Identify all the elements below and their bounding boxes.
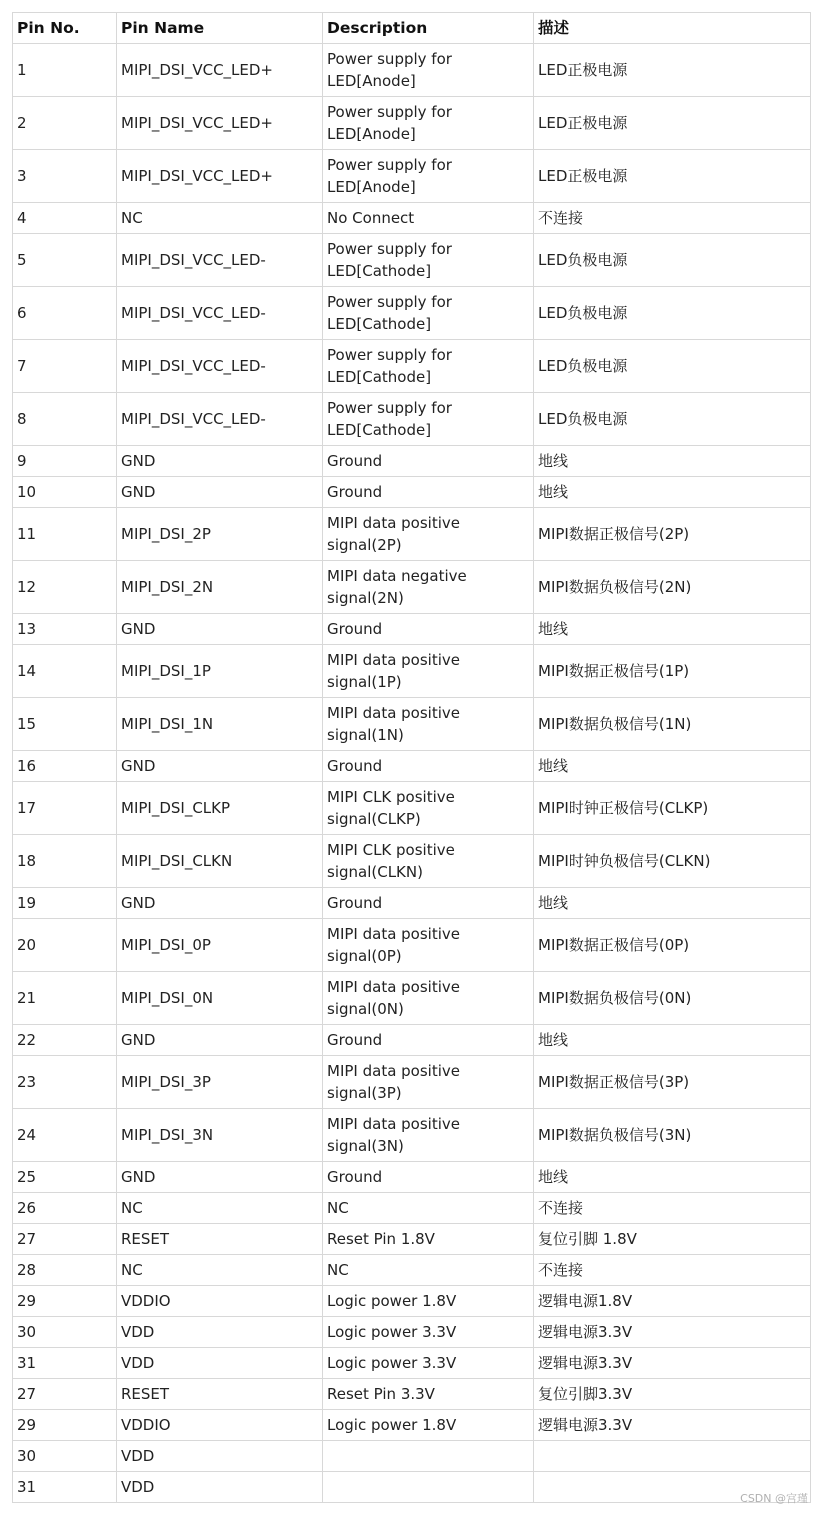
cell-description-cn: 地线 [534, 446, 811, 477]
cell-description: MIPI data positive signal(1N) [323, 698, 534, 751]
header-row [13, 13, 811, 44]
cell-pin-no: 27 [13, 1224, 117, 1255]
table-row [13, 1317, 811, 1348]
watermark: CSDN @宫瑾 [740, 1492, 808, 1505]
cell-pin-no: 7 [13, 340, 117, 393]
cell-pin-name: MIPI_DSI_3P [117, 1056, 323, 1109]
cell-pin-no: 22 [13, 1025, 117, 1056]
cell-description: No Connect [323, 203, 534, 234]
cell-pin-no: 1 [13, 44, 117, 97]
table-row [13, 1348, 811, 1379]
cell-description-cn: 逻辑电源3.3V [534, 1348, 811, 1379]
cell-description-cn: 逻辑电源3.3V [534, 1317, 811, 1348]
cell-description-cn: LED负极电源 [534, 340, 811, 393]
cell-description: Ground [323, 477, 534, 508]
cell-pin-no: 2 [13, 97, 117, 150]
table-row [13, 1025, 811, 1056]
cell-description-cn: 逻辑电源3.3V [534, 1410, 811, 1441]
header-description: Description [323, 13, 534, 44]
cell-description: Power supply for LED[Anode] [323, 97, 534, 150]
cell-description-cn: 地线 [534, 751, 811, 782]
header-pin-name: Pin Name [117, 13, 323, 44]
cell-pin-name: MIPI_DSI_VCC_LED- [117, 234, 323, 287]
cell-pin-no: 14 [13, 645, 117, 698]
cell-description: Reset Pin 3.3V [323, 1379, 534, 1410]
cell-description-cn: MIPI时钟正极信号(CLKP) [534, 782, 811, 835]
cell-pin-name: GND [117, 751, 323, 782]
pin-table-body [13, 44, 811, 1503]
cell-description: MIPI CLK positive signal(CLKP) [323, 782, 534, 835]
cell-description-cn: LED正极电源 [534, 150, 811, 203]
cell-description: MIPI CLK positive signal(CLKN) [323, 835, 534, 888]
cell-description-cn: MIPI时钟负极信号(CLKN) [534, 835, 811, 888]
cell-pin-name: GND [117, 614, 323, 645]
cell-description: MIPI data positive signal(1P) [323, 645, 534, 698]
cell-description-cn: 复位引脚 1.8V [534, 1224, 811, 1255]
cell-description-cn: MIPI数据正极信号(3P) [534, 1056, 811, 1109]
table-row [13, 1410, 811, 1441]
cell-description-cn: 不连接 [534, 203, 811, 234]
cell-pin-no: 28 [13, 1255, 117, 1286]
cell-pin-name: GND [117, 1162, 323, 1193]
cell-description-cn: MIPI数据正极信号(0P) [534, 919, 811, 972]
cell-description-cn: 逻辑电源1.8V [534, 1286, 811, 1317]
cell-description: Logic power 3.3V [323, 1317, 534, 1348]
cell-description: Ground [323, 751, 534, 782]
cell-pin-no: 21 [13, 972, 117, 1025]
cell-pin-name: NC [117, 1193, 323, 1224]
cell-pin-name: VDDIO [117, 1286, 323, 1317]
table-row [13, 1193, 811, 1224]
cell-description: Reset Pin 1.8V [323, 1224, 534, 1255]
cell-description-cn: LED负极电源 [534, 287, 811, 340]
cell-pin-no: 29 [13, 1286, 117, 1317]
table-row [13, 1379, 811, 1410]
table-row [13, 44, 811, 97]
cell-description-cn: 不连接 [534, 1193, 811, 1224]
cell-description: MIPI data positive signal(3N) [323, 1109, 534, 1162]
cell-pin-name: MIPI_DSI_1N [117, 698, 323, 751]
cell-pin-name: VDD [117, 1441, 323, 1472]
cell-description-cn: LED负极电源 [534, 393, 811, 446]
cell-description: Power supply for LED[Cathode] [323, 287, 534, 340]
cell-pin-name: MIPI_DSI_2N [117, 561, 323, 614]
cell-pin-name: MIPI_DSI_1P [117, 645, 323, 698]
cell-description: Power supply for LED[Cathode] [323, 340, 534, 393]
table-row [13, 835, 811, 888]
table-row [13, 645, 811, 698]
cell-description-cn: 地线 [534, 614, 811, 645]
cell-description-cn: 复位引脚3.3V [534, 1379, 811, 1410]
cell-pin-name: MIPI_DSI_VCC_LED- [117, 287, 323, 340]
table-row [13, 1441, 811, 1472]
cell-description: Ground [323, 1025, 534, 1056]
cell-description: Logic power 1.8V [323, 1410, 534, 1441]
cell-pin-name: MIPI_DSI_VCC_LED- [117, 393, 323, 446]
cell-description-cn: LED正极电源 [534, 97, 811, 150]
cell-pin-no: 15 [13, 698, 117, 751]
cell-pin-name: VDDIO [117, 1410, 323, 1441]
table-row [13, 446, 811, 477]
cell-pin-name: MIPI_DSI_0P [117, 919, 323, 972]
cell-pin-name: MIPI_DSI_VCC_LED+ [117, 44, 323, 97]
cell-description-cn: 地线 [534, 1162, 811, 1193]
cell-pin-no: 3 [13, 150, 117, 203]
cell-pin-name: MIPI_DSI_3N [117, 1109, 323, 1162]
cell-description-cn: MIPI数据负极信号(1N) [534, 698, 811, 751]
table-row [13, 234, 811, 287]
cell-description-cn [534, 1441, 811, 1472]
table-row [13, 1286, 811, 1317]
table-row [13, 1162, 811, 1193]
cell-pin-name: VDD [117, 1317, 323, 1348]
table-row [13, 97, 811, 150]
cell-description-cn: 地线 [534, 1025, 811, 1056]
cell-description: MIPI data positive signal(2P) [323, 508, 534, 561]
table-row [13, 287, 811, 340]
cell-pin-no: 26 [13, 1193, 117, 1224]
cell-pin-no: 18 [13, 835, 117, 888]
table-row [13, 508, 811, 561]
cell-pin-no: 23 [13, 1056, 117, 1109]
table-row [13, 888, 811, 919]
cell-description-cn: MIPI数据负极信号(2N) [534, 561, 811, 614]
header-description-cn: 描述 [534, 13, 811, 44]
table-row [13, 1472, 811, 1503]
cell-description: Power supply for LED[Anode] [323, 44, 534, 97]
cell-pin-name: RESET [117, 1379, 323, 1410]
table-row [13, 1109, 811, 1162]
cell-description: NC [323, 1193, 534, 1224]
table-row [13, 477, 811, 508]
cell-pin-no: 24 [13, 1109, 117, 1162]
cell-description-cn: MIPI数据正极信号(1P) [534, 645, 811, 698]
cell-pin-no: 31 [13, 1348, 117, 1379]
cell-description: Logic power 3.3V [323, 1348, 534, 1379]
cell-pin-name: NC [117, 203, 323, 234]
cell-description: MIPI data positive signal(3P) [323, 1056, 534, 1109]
cell-pin-no: 13 [13, 614, 117, 645]
cell-pin-name: MIPI_DSI_CLKN [117, 835, 323, 888]
table-row [13, 782, 811, 835]
cell-pin-no: 17 [13, 782, 117, 835]
cell-pin-no: 4 [13, 203, 117, 234]
cell-pin-no: 30 [13, 1317, 117, 1348]
cell-description [323, 1441, 534, 1472]
cell-pin-name: MIPI_DSI_CLKP [117, 782, 323, 835]
cell-pin-name: MIPI_DSI_VCC_LED+ [117, 97, 323, 150]
cell-pin-no: 31 [13, 1472, 117, 1503]
table-row [13, 698, 811, 751]
table-row [13, 919, 811, 972]
cell-description-cn: LED负极电源 [534, 234, 811, 287]
cell-pin-name: GND [117, 1025, 323, 1056]
cell-description: Power supply for LED[Anode] [323, 150, 534, 203]
cell-description-cn: 地线 [534, 888, 811, 919]
cell-pin-name: VDD [117, 1472, 323, 1503]
cell-pin-name: MIPI_DSI_VCC_LED- [117, 340, 323, 393]
cell-description [323, 1472, 534, 1503]
cell-pin-no: 12 [13, 561, 117, 614]
cell-description-cn: MIPI数据负极信号(0N) [534, 972, 811, 1025]
header-pin-no: Pin No. [13, 13, 117, 44]
cell-pin-no: 25 [13, 1162, 117, 1193]
cell-description: Ground [323, 1162, 534, 1193]
table-row [13, 614, 811, 645]
cell-description-cn: 地线 [534, 477, 811, 508]
cell-pin-no: 9 [13, 446, 117, 477]
cell-description: MIPI data positive signal(0P) [323, 919, 534, 972]
table-row [13, 561, 811, 614]
cell-pin-no: 19 [13, 888, 117, 919]
table-row [13, 1056, 811, 1109]
cell-pin-name: GND [117, 888, 323, 919]
cell-description: MIPI data positive signal(0N) [323, 972, 534, 1025]
cell-description-cn: MIPI数据正极信号(2P) [534, 508, 811, 561]
table-row [13, 150, 811, 203]
cell-pin-no: 11 [13, 508, 117, 561]
cell-pin-name: MIPI_DSI_VCC_LED+ [117, 150, 323, 203]
pin-table [12, 12, 811, 1503]
cell-pin-no: 20 [13, 919, 117, 972]
cell-pin-no: 30 [13, 1441, 117, 1472]
cell-pin-no: 8 [13, 393, 117, 446]
cell-description-cn: 不连接 [534, 1255, 811, 1286]
cell-description: NC [323, 1255, 534, 1286]
cell-pin-no: 5 [13, 234, 117, 287]
cell-pin-no: 27 [13, 1379, 117, 1410]
cell-pin-name: GND [117, 477, 323, 508]
cell-pin-no: 10 [13, 477, 117, 508]
cell-description: Power supply for LED[Cathode] [323, 393, 534, 446]
cell-description-cn: MIPI数据负极信号(3N) [534, 1109, 811, 1162]
cell-description: Ground [323, 614, 534, 645]
cell-pin-name: RESET [117, 1224, 323, 1255]
cell-description: Ground [323, 888, 534, 919]
table-row [13, 203, 811, 234]
cell-description: Power supply for LED[Cathode] [323, 234, 534, 287]
cell-description: MIPI data negative signal(2N) [323, 561, 534, 614]
cell-pin-name: MIPI_DSI_2P [117, 508, 323, 561]
cell-pin-name: NC [117, 1255, 323, 1286]
cell-pin-name: VDD [117, 1348, 323, 1379]
cell-pin-name: MIPI_DSI_0N [117, 972, 323, 1025]
cell-pin-no: 16 [13, 751, 117, 782]
cell-description: Ground [323, 446, 534, 477]
table-row [13, 751, 811, 782]
table-row [13, 340, 811, 393]
table-row [13, 1224, 811, 1255]
table-row [13, 393, 811, 446]
cell-pin-name: GND [117, 446, 323, 477]
cell-description-cn: LED正极电源 [534, 44, 811, 97]
table-row [13, 1255, 811, 1286]
cell-description: Logic power 1.8V [323, 1286, 534, 1317]
table-row [13, 972, 811, 1025]
cell-pin-no: 29 [13, 1410, 117, 1441]
cell-pin-no: 6 [13, 287, 117, 340]
